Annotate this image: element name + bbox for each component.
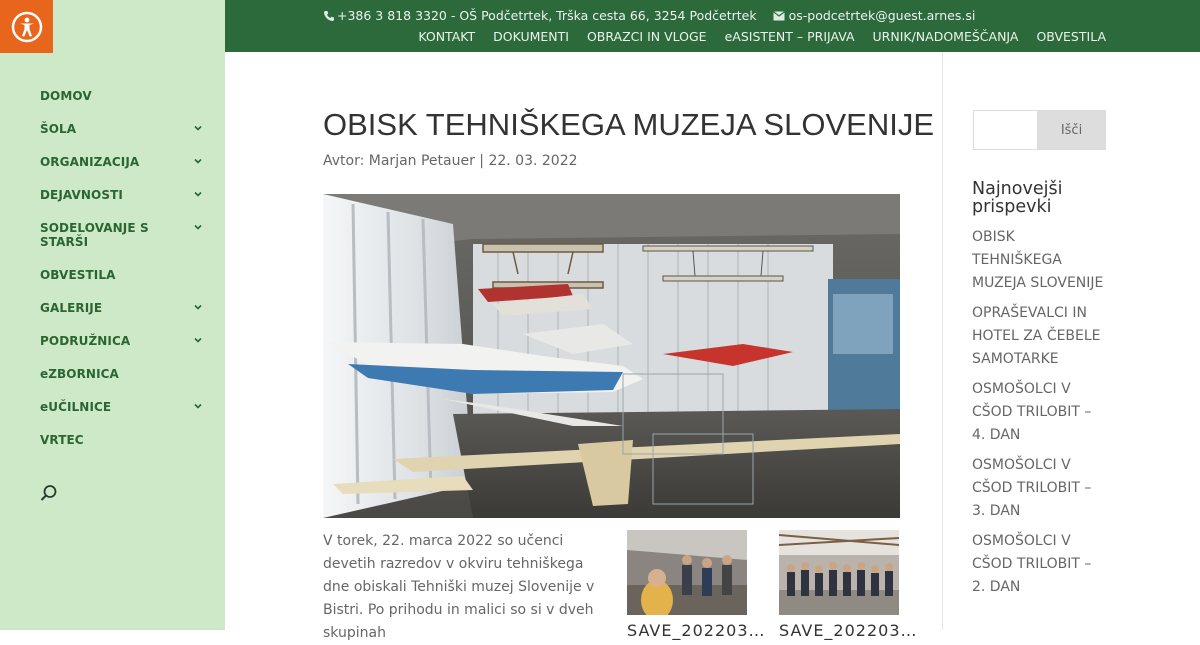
search-button[interactable]: Išči	[1037, 110, 1106, 150]
chevron-down-icon[interactable]	[193, 123, 203, 133]
envelope-icon	[773, 11, 785, 21]
sidebar-item-vrtec[interactable]	[40, 432, 210, 465]
topnav-easistent[interactable]: eASISTENT – PRIJAVA	[724, 29, 855, 44]
museum-photo	[323, 194, 900, 518]
hero-image[interactable]	[323, 194, 900, 518]
chevron-down-icon[interactable]	[193, 222, 203, 232]
thumbnail-caption: SAVE_202203…	[779, 621, 918, 640]
sidebar-item-label: SODELOVANJE S STARŠI	[40, 221, 149, 249]
phone-icon	[323, 10, 335, 22]
recent-post-link[interactable]: OSMOŠOLCI V CŠOD TRILOBIT – 4. DAN	[972, 381, 1092, 443]
top-bar	[225, 0, 1200, 52]
sidebar-item-dejavnosti[interactable]	[40, 187, 210, 220]
sidebar-item-label: ŠOLA	[40, 122, 77, 136]
post-meta: Avtor: Marjan Petauer | 22. 03. 2022	[323, 153, 578, 169]
topnav-kontakt[interactable]: KONTAKT	[418, 29, 476, 44]
sidebar-item-label: PODRUŽNICA	[40, 334, 131, 348]
accessibility-icon	[11, 11, 43, 43]
sidebar-item-sodelovanje[interactable]	[40, 220, 210, 267]
topnav-urnik[interactable]: URNIK/NADOMEŠČANJA	[872, 29, 1019, 44]
topnav-obrazci[interactable]: OBRAZCI IN VLOGE	[586, 29, 707, 44]
post-body: V torek, 22. marca 2022 so učenci devetih razredov v okviru tehniškega dne obiskali Tehniški muzej Slovenije v Bistri. Po prihodu in malici so si v dveh skupinah	[323, 533, 595, 641]
topnav-obvestila[interactable]: OBVESTILA	[1036, 29, 1106, 44]
sidebar-item-organizacija[interactable]	[40, 154, 210, 187]
post-title: OBISK TEHNIŠKEGA MUZEJA SLOVENIJE	[323, 107, 934, 142]
topnav-dokumenti[interactable]: DOKUMENTI	[493, 29, 569, 44]
sidebar-item-label: OBVESTILA	[40, 268, 116, 282]
sidebar-item-ezbornica[interactable]	[40, 366, 210, 399]
contact-line	[323, 8, 975, 23]
gallery-thumbnail[interactable]	[779, 530, 899, 615]
sidebar-item-label: DEJAVNOSTI	[40, 188, 123, 202]
email-link[interactable]: os-podcetrtek@guest.arnes.si	[788, 8, 976, 23]
gallery-thumbnail[interactable]	[627, 530, 747, 615]
sidebar-item-label: GALERIJE	[40, 301, 103, 315]
sidebar-item-podruznica[interactable]	[40, 333, 210, 366]
recent-posts-title: Najnovejši prispevki	[972, 179, 1063, 217]
gallery-photo-1	[627, 530, 747, 615]
main-content	[225, 52, 943, 641]
gallery-photo-2	[779, 530, 899, 615]
thumbnail-caption: SAVE_202203…	[627, 621, 766, 640]
chevron-down-icon[interactable]	[193, 335, 203, 345]
sidebar-item-label: eZBORNICA	[40, 367, 119, 381]
recent-post-link[interactable]: OPRAŠEVALCI IN HOTEL ZA ČEBELE SAMOTARKE	[972, 305, 1101, 367]
recent-post-link[interactable]: OSMOŠOLCI V CŠOD TRILOBIT – 3. DAN	[972, 457, 1092, 519]
sidebar-item-domov[interactable]	[40, 88, 210, 121]
sidebar-item-obvestila[interactable]	[40, 267, 210, 300]
chevron-down-icon[interactable]	[193, 189, 203, 199]
recent-posts-list	[972, 226, 1107, 606]
chevron-down-icon[interactable]	[193, 401, 203, 411]
sidebar-item-label: VRTEC	[40, 433, 84, 447]
recent-post-link[interactable]: OBISK TEHNIŠKEGA MUZEJA SLOVENIJE	[972, 229, 1104, 291]
accessibility-button[interactable]	[0, 0, 53, 53]
search-input[interactable]	[973, 110, 1038, 150]
chevron-down-icon[interactable]	[193, 156, 203, 166]
search-icon[interactable]	[40, 484, 60, 504]
sidebar-item-label: DOMOV	[40, 89, 92, 103]
recent-post-link[interactable]: OSMOŠOLCI V CŠOD TRILOBIT – 2. DAN	[972, 533, 1092, 595]
top-navigation	[418, 29, 1106, 44]
phone-address: +386 3 818 3320 - OŠ Podčetrtek, Trška cesta 66, 3254 Podčetrtek	[337, 8, 757, 23]
sidebar-item-eucilnice[interactable]	[40, 399, 210, 432]
sidebar-item-label: ORGANIZACIJA	[40, 155, 140, 169]
sidebar-item-sola[interactable]	[40, 121, 210, 154]
left-sidebar	[0, 0, 225, 630]
main-navigation	[40, 88, 210, 465]
sidebar-item-label: eUČILNICE	[40, 400, 112, 414]
chevron-down-icon[interactable]	[193, 302, 203, 312]
sidebar-item-galerije[interactable]	[40, 300, 210, 333]
